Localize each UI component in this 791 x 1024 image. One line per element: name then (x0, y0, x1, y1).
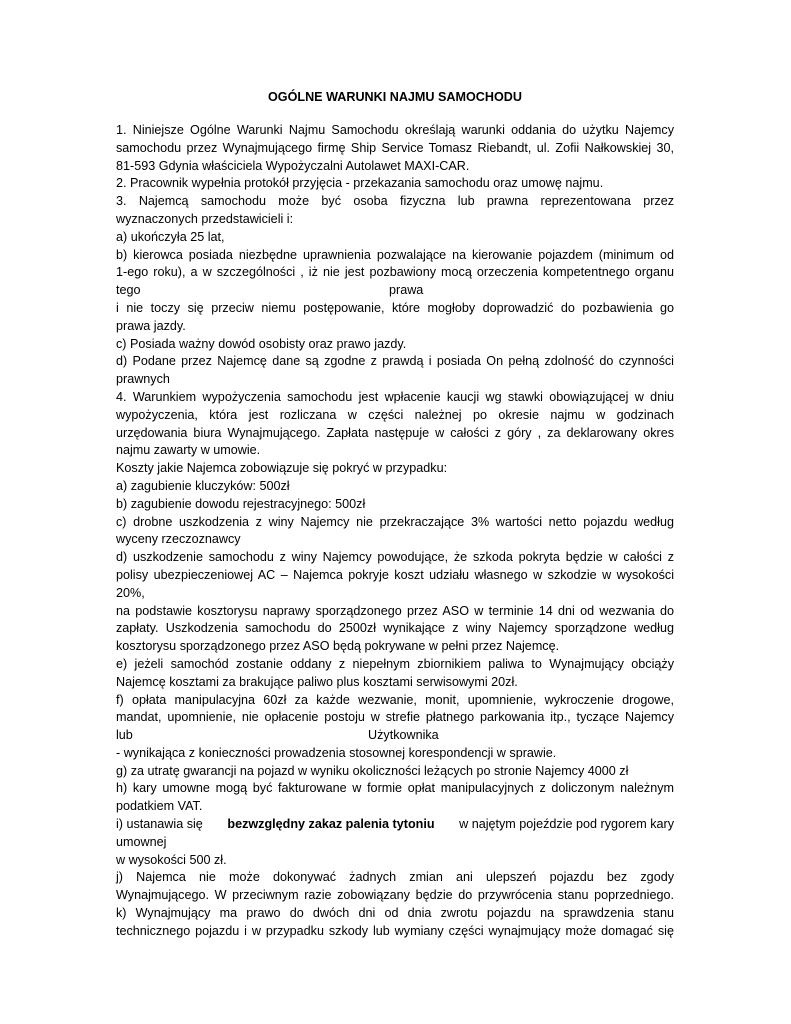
text-line: kosztorysu sporządzonego przez ASO będą pokrywane w pełni przez Najemcę. (116, 639, 560, 654)
text-line: h) kary umowne mogą być fakturowane w formie opłat manipulacyjnych z doliczonym należnym (116, 781, 674, 796)
text-line: k) Wynajmujący ma prawo do dwóch dni od dnia zwrotu pojazdu na sprawdzenia stanu (116, 906, 674, 921)
text-line: zapłaty. Uszkodzenia samochodu do 2500zł wynikające z winy Najemcy sporządzone według (116, 621, 674, 636)
text-line-mixed (116, 816, 674, 834)
text-line: mandat, upomnienie, nie opłacenie postoju w strefie płatnego parkowania itp., tyczące Najemcy (116, 710, 674, 725)
text-line: 3. Najemcą samochodu może być osoba fizyczna lub prawna reprezentowana przez (116, 194, 674, 209)
text-fragment: i) ustanawia się (116, 817, 203, 832)
text-line: 81-593 Gdynia właściciela Wypożyczalni Autolawet MAXI-CAR. (116, 158, 470, 173)
text-line: i nie toczy się przeciw niemu postępowanie, które mogłoby doprowadzić do pozbawienia go (116, 300, 674, 315)
text-line: umownej (116, 834, 167, 849)
text-line: polisy ubezpieczeniowej AC – Najemca pokryje koszt udziału własnego w szkodzie w wysokości (116, 567, 674, 582)
text-line: wyceny rzeczoznawcy (116, 532, 241, 547)
text-line: g) za utratę gwarancji na pojazd w wyniku okoliczności leżących po stronie Najemcy 4000 zł (116, 763, 629, 778)
text-line: b) zagubienie dowodu rejestracyjnego: 500zł (116, 496, 366, 511)
text-line-split (116, 727, 674, 745)
document-title: OGÓLNE WARUNKI NAJMU SAMOCHODU (268, 90, 522, 104)
bold-fragment: bezwzględny zakaz palenia tytoniu (227, 817, 435, 832)
text-line: j) Najemca nie może dokonywać żadnych zmian ani ulepszeń pojazdu bez zgody (116, 870, 674, 885)
text-line: wypożyczenia, która jest rozliczana w części należnej po okresie najmu w godzinach (116, 407, 674, 422)
text-line: Najemcę kosztami za brakujące paliwo plus kosztami serwisowymi 20zł. (116, 674, 518, 689)
text-line: prawnych (116, 372, 170, 387)
text-line: d) uszkodzenie samochodu z winy Najemcy powodujące, że szkoda pokryta będzie w całości z (116, 550, 674, 565)
text-line: w wysokości 500 zł. (116, 852, 227, 867)
document-page (116, 88, 674, 941)
text-line: urzędowania biura Wynajmującego. Zapłata następuje w całości z góry , za deklarowany okres (116, 425, 674, 440)
text-line: 4. Warunkiem wypożyczenia samochodu jest wpłacenie kaucji wg stawki obowiązującej w dniu (116, 389, 674, 404)
text-fragment: Użytkownika (368, 728, 439, 743)
text-line: e) jeżeli samochód zostanie oddany z niepełnym zbiornikiem paliwa to Wynajmujący obciąży (116, 656, 674, 671)
text-line: Koszty jakie Najemca zobowiązuje się pokryć w przypadku: (116, 461, 448, 476)
text-line-split (116, 282, 674, 300)
text-fragment: tego (116, 283, 141, 298)
text-line: prawa jazdy. (116, 318, 186, 333)
text-line: f) opłata manipulacyjna 60zł za każde wezwanie, monit, upomnienie, wykroczenie drogowe, (116, 692, 674, 707)
text-line: - wynikająca z konieczności prowadzenia stosownej korespondencji w sprawie. (116, 745, 557, 760)
text-line: c) drobne uszkodzenia z winy Najemcy nie przekraczające 3% wartości netto pojazdu według (116, 514, 674, 529)
text-line: c) Posiada ważny dowód osobisty oraz prawo jazdy. (116, 336, 407, 351)
text-line: 2. Pracownik wypełnia protokół przyjęcia - przekazania samochodu oraz umowę najmu. (116, 176, 604, 191)
text-fragment: w najętym pojeździe pod rygorem kary (459, 817, 674, 832)
text-line: a) zagubienie kluczyków: 500zł (116, 478, 290, 493)
text-line: najmu zawarty w umowie. (116, 443, 261, 458)
text-line: samochodu przez Wynajmującego firmę Ship Service Tomasz Riebandt, ul. Zofii Nałkowskiej 30, (116, 140, 674, 155)
text-fragment: prawa (389, 283, 424, 298)
text-line: a) ukończyła 25 lat, (116, 229, 225, 244)
text-line: d) Podane przez Najemcę dane są zgodne z prawdą i posiada On pełną zdolność do czynności (116, 354, 674, 369)
text-line: podatkiem VAT. (116, 799, 203, 814)
text-line: technicznego pojazdu i w przypadku szkody lub wymiany części wynajmujący może domagać się (116, 923, 674, 938)
text-fragment: lub (116, 728, 133, 743)
text-line: wyznaczonych przedstawicieli i: (116, 211, 294, 226)
text-line: b) kierowca posiada niezbędne uprawnienia pozwalające na kierowanie pojazdem (minimum od (116, 247, 674, 262)
text-line: na podstawie kosztorysu naprawy sporządzonego przez ASO w terminie 14 dni od wezwania do (116, 603, 674, 618)
text-line: 20%, (116, 585, 145, 600)
text-line: 1-ego roku), a w szczególności , iż nie jest pozbawiony mocą orzeczenia kompetentnego organu (116, 265, 674, 280)
text-line: 1. Niniejsze Ogólne Warunki Najmu Samochodu określają warunki oddania do użytku Najemcy (116, 123, 674, 137)
text-line: Wynajmującego. W przeciwnym razie zobowiązany będzie do przywrócenia stanu poprzedniego. (116, 888, 674, 903)
